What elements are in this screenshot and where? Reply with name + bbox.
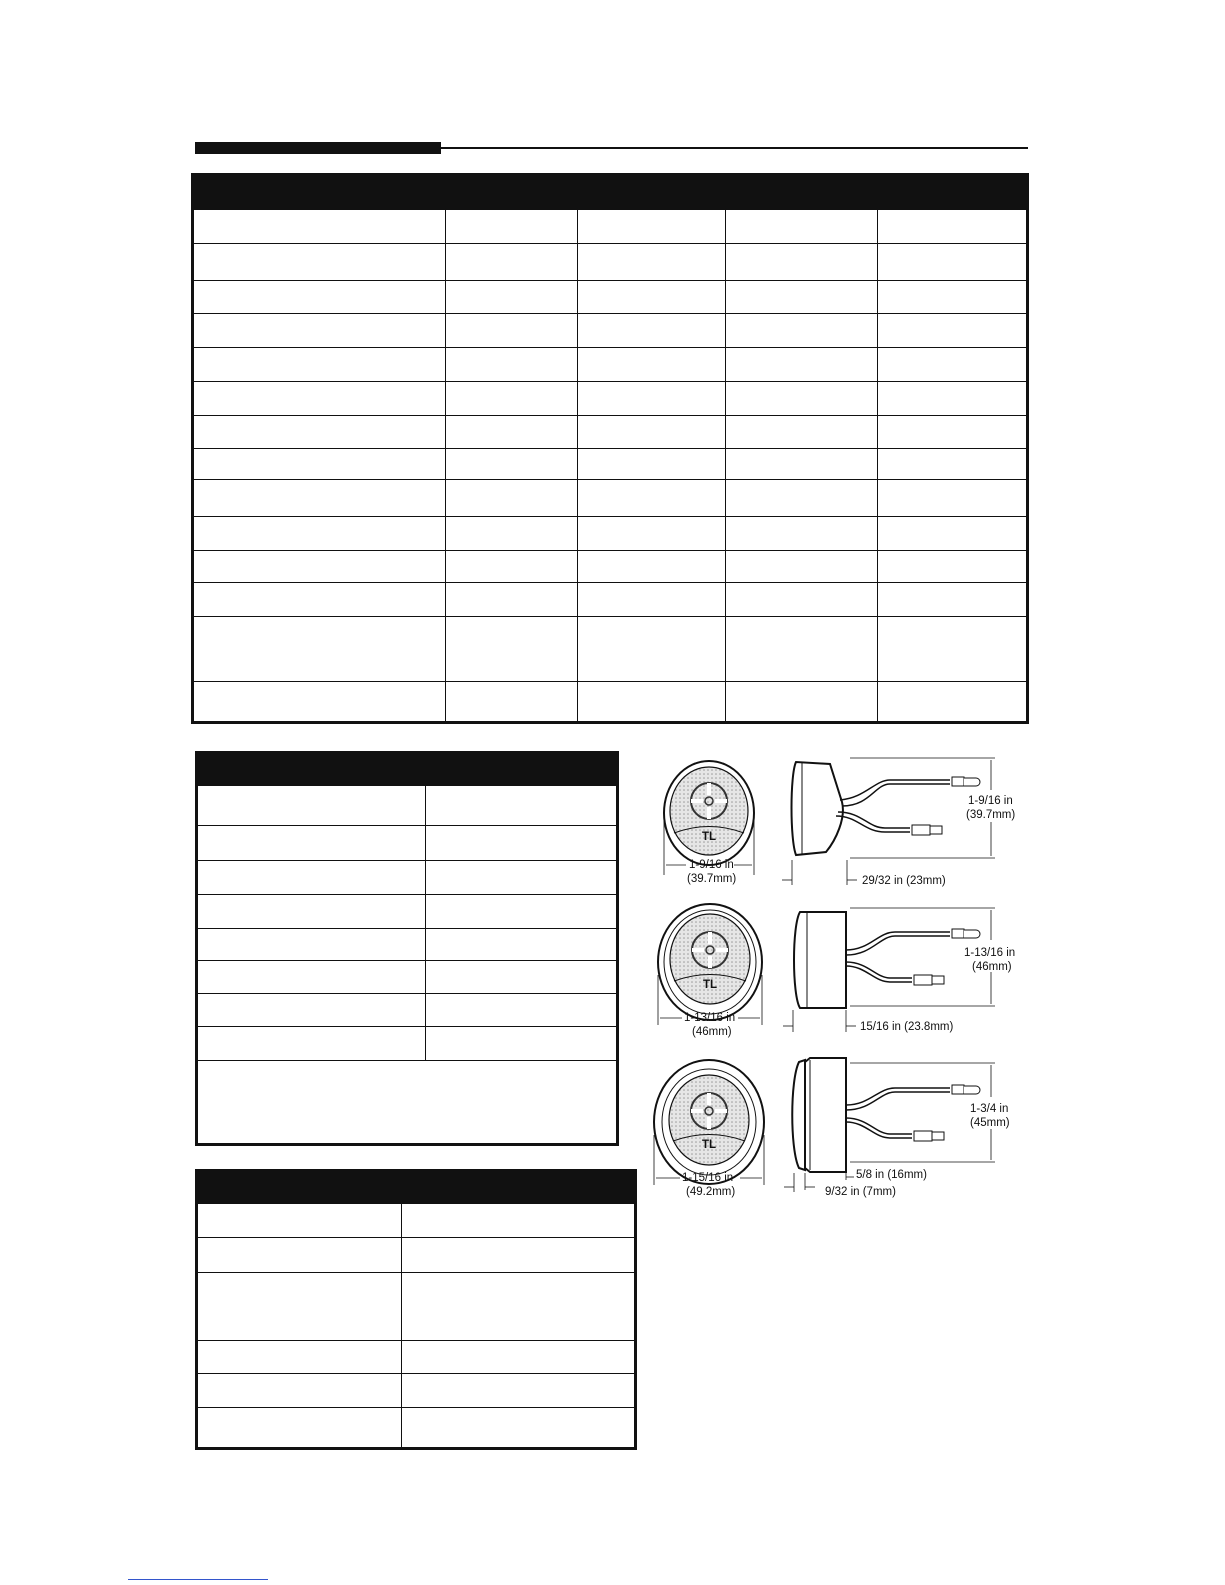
table-cell bbox=[577, 682, 725, 723]
table-row bbox=[193, 210, 1028, 244]
table-cell bbox=[193, 348, 446, 382]
table-cell bbox=[193, 382, 446, 416]
table-row bbox=[193, 517, 1028, 551]
table-cell bbox=[577, 551, 725, 583]
table-cell bbox=[577, 210, 725, 244]
table-cell bbox=[725, 551, 878, 583]
lamp-front-view-3 bbox=[654, 1060, 764, 1184]
table-cell bbox=[426, 861, 618, 895]
table-cell bbox=[725, 583, 878, 617]
table-cell bbox=[878, 480, 1028, 517]
table-cell bbox=[577, 314, 725, 348]
table-cell bbox=[446, 449, 578, 480]
table-cell bbox=[426, 895, 618, 929]
depth-dimension-2 bbox=[783, 1010, 953, 1033]
table-cell bbox=[878, 449, 1028, 480]
table-cell bbox=[426, 994, 618, 1027]
table-row bbox=[193, 617, 1028, 682]
table-cell bbox=[725, 314, 878, 348]
table-row bbox=[197, 929, 618, 961]
table-row bbox=[197, 1238, 636, 1273]
table-row bbox=[197, 1027, 618, 1061]
table-cell bbox=[446, 382, 578, 416]
table-cell bbox=[725, 480, 878, 517]
flange-label-3: 9/32 in (7mm) bbox=[825, 1186, 896, 1198]
table-cell bbox=[197, 1238, 402, 1273]
table-cell bbox=[426, 1027, 618, 1061]
table-cell bbox=[193, 517, 446, 551]
table-row bbox=[197, 994, 618, 1027]
table-cell bbox=[577, 583, 725, 617]
table-cell bbox=[725, 210, 878, 244]
table-cell bbox=[577, 449, 725, 480]
table-row bbox=[193, 551, 1028, 583]
specification-table bbox=[191, 173, 1029, 724]
table-row bbox=[193, 348, 1028, 382]
height-label-3: 1-3/4 in bbox=[970, 1103, 1009, 1115]
table-row bbox=[193, 480, 1028, 517]
table-cell bbox=[446, 517, 578, 551]
depth-label-3: 5/8 in (16mm) bbox=[856, 1169, 927, 1181]
depth-dimension-1 bbox=[782, 860, 946, 887]
table-cell bbox=[401, 1374, 635, 1408]
svg-text:TL: TL bbox=[702, 1139, 717, 1151]
table-cell bbox=[725, 517, 878, 551]
table-cell bbox=[197, 786, 426, 826]
table-cell bbox=[725, 617, 878, 682]
svg-text:TL: TL bbox=[703, 979, 718, 991]
svg-text:TL: TL bbox=[702, 831, 717, 843]
table-cell bbox=[577, 348, 725, 382]
table-row bbox=[193, 682, 1028, 723]
table-cell bbox=[197, 826, 426, 861]
height-dimension-2 bbox=[850, 908, 1015, 1006]
section-rule-thick bbox=[195, 142, 441, 154]
table-row bbox=[197, 1408, 636, 1449]
table-cell bbox=[878, 583, 1028, 617]
table-cell bbox=[197, 994, 426, 1027]
table-cell bbox=[878, 682, 1028, 723]
table-cell bbox=[725, 416, 878, 449]
height-label-mm-1: (39.7mm) bbox=[966, 809, 1016, 821]
table-cell bbox=[446, 480, 578, 517]
table-cell bbox=[193, 281, 446, 314]
table-cell bbox=[446, 416, 578, 449]
lamp-side-view-2 bbox=[794, 912, 980, 1008]
table-cell bbox=[193, 244, 446, 281]
table-row bbox=[193, 281, 1028, 314]
table-cell bbox=[193, 583, 446, 617]
depth-label-2: 15/16 in (23.8mm) bbox=[860, 1021, 954, 1033]
table-cell bbox=[878, 244, 1028, 281]
table-cell bbox=[197, 1374, 402, 1408]
secondary-table-1 bbox=[195, 751, 619, 1146]
table-cell bbox=[725, 281, 878, 314]
height-dimension-3 bbox=[850, 1063, 1010, 1162]
section-rule-thin bbox=[441, 147, 1028, 149]
table-cell bbox=[577, 617, 725, 682]
table-row bbox=[197, 826, 618, 861]
table-cell bbox=[193, 449, 446, 480]
table-cell bbox=[878, 416, 1028, 449]
dimension-drawings bbox=[650, 740, 1050, 1220]
table-cell bbox=[197, 1027, 426, 1061]
table-cell bbox=[401, 1341, 635, 1374]
table-cell bbox=[446, 244, 578, 281]
height-label-mm-3: (45mm) bbox=[970, 1117, 1010, 1129]
table-cell bbox=[197, 1341, 402, 1374]
table-cell bbox=[193, 682, 446, 723]
table-cell bbox=[446, 682, 578, 723]
table-cell bbox=[197, 895, 426, 929]
height-label-mm-2: (46mm) bbox=[972, 961, 1012, 973]
table-cell bbox=[577, 416, 725, 449]
table-cell bbox=[577, 382, 725, 416]
table-cell bbox=[878, 281, 1028, 314]
table-cell bbox=[577, 480, 725, 517]
table-row bbox=[193, 449, 1028, 480]
table-row bbox=[193, 244, 1028, 281]
footer-link-underline[interactable] bbox=[128, 1579, 268, 1580]
table-cell bbox=[426, 961, 618, 994]
lamp-side-view-3 bbox=[792, 1058, 980, 1172]
table-cell bbox=[197, 961, 426, 994]
lamp-front-view-2 bbox=[658, 904, 762, 1020]
height-label-2: 1-13/16 in bbox=[964, 947, 1016, 959]
table-cell bbox=[193, 314, 446, 348]
table-row bbox=[197, 961, 618, 994]
width-label-3: 1-15/16 in bbox=[682, 1172, 734, 1184]
width-label-1: 1-9/16 in bbox=[689, 859, 734, 871]
table-cell bbox=[197, 861, 426, 895]
table-note-row bbox=[197, 1061, 618, 1145]
table-header-bar bbox=[197, 753, 618, 786]
width-label-mm-3: (49.2mm) bbox=[686, 1186, 736, 1198]
width-label-2: 1-13/16 in bbox=[684, 1012, 736, 1024]
lamp-front-view-1 bbox=[664, 761, 754, 865]
table-cell bbox=[426, 929, 618, 961]
table-cell bbox=[577, 244, 725, 281]
table-cell bbox=[401, 1238, 635, 1273]
table-cell bbox=[401, 1273, 635, 1341]
table-cell bbox=[878, 551, 1028, 583]
table-header-bar bbox=[197, 1171, 636, 1204]
table-cell bbox=[878, 210, 1028, 244]
table-note bbox=[197, 1061, 618, 1145]
table-row bbox=[197, 861, 618, 895]
table-cell bbox=[197, 929, 426, 961]
table-cell bbox=[725, 348, 878, 382]
table-cell bbox=[725, 449, 878, 480]
depth-label-1: 29/32 in (23mm) bbox=[862, 875, 946, 887]
table-row bbox=[197, 1374, 636, 1408]
table-row bbox=[193, 583, 1028, 617]
table-cell bbox=[446, 314, 578, 348]
table-row bbox=[197, 786, 618, 826]
table-cell bbox=[725, 244, 878, 281]
table-cell bbox=[426, 786, 618, 826]
height-label-1: 1-9/16 in bbox=[968, 795, 1013, 807]
height-dimension-1 bbox=[850, 758, 1015, 858]
table-cell bbox=[878, 517, 1028, 551]
table-cell bbox=[577, 517, 725, 551]
table-cell bbox=[446, 210, 578, 244]
lamp-side-view-1 bbox=[792, 762, 981, 855]
width-label-mm-2: (46mm) bbox=[692, 1026, 732, 1038]
width-label-mm-1: (39.7mm) bbox=[687, 873, 737, 885]
table-header-bar bbox=[193, 175, 1028, 210]
table-row bbox=[193, 314, 1028, 348]
table-cell bbox=[193, 480, 446, 517]
table-cell bbox=[577, 281, 725, 314]
table-cell bbox=[193, 617, 446, 682]
table-cell bbox=[193, 551, 446, 583]
table-cell bbox=[446, 617, 578, 682]
table-cell bbox=[446, 551, 578, 583]
secondary-table-2 bbox=[195, 1169, 637, 1450]
table-row bbox=[197, 1341, 636, 1374]
table-cell bbox=[725, 382, 878, 416]
table-cell bbox=[446, 583, 578, 617]
table-cell bbox=[878, 348, 1028, 382]
table-cell bbox=[401, 1408, 635, 1449]
table-row bbox=[197, 895, 618, 929]
table-cell bbox=[878, 314, 1028, 348]
table-row bbox=[197, 1273, 636, 1341]
table-cell bbox=[197, 1204, 402, 1238]
table-cell bbox=[401, 1204, 635, 1238]
table-row bbox=[193, 416, 1028, 449]
table-cell bbox=[193, 210, 446, 244]
table-row bbox=[197, 1204, 636, 1238]
table-cell bbox=[725, 682, 878, 723]
table-cell bbox=[446, 281, 578, 314]
table-cell bbox=[197, 1273, 402, 1341]
table-cell bbox=[446, 348, 578, 382]
table-row bbox=[193, 382, 1028, 416]
table-cell bbox=[197, 1408, 402, 1449]
table-cell bbox=[878, 617, 1028, 682]
table-cell bbox=[426, 826, 618, 861]
table-cell bbox=[878, 382, 1028, 416]
table-cell bbox=[193, 416, 446, 449]
